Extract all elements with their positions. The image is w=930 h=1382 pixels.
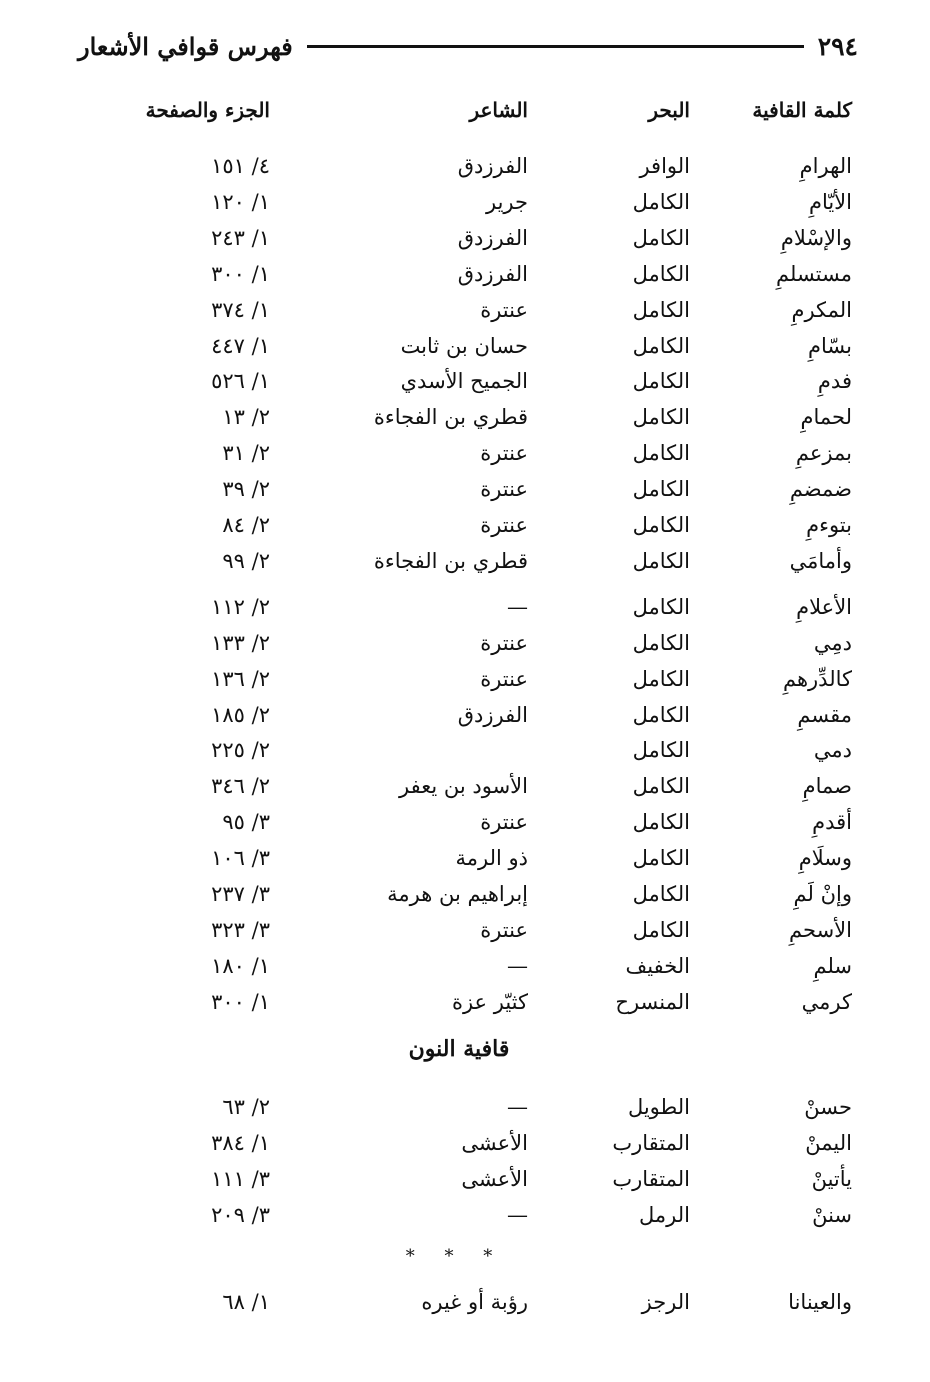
table-row — [0, 984, 930, 1020]
volume-page-ref: ٢/ ٣١ — [222, 441, 270, 466]
rhyme-word: صمامِ — [802, 774, 852, 799]
rhyme-word: دمِي — [813, 630, 852, 655]
poet: حسان بن ثابت — [400, 333, 528, 358]
rhyme-word: الأسحمِ — [789, 917, 852, 942]
meter: الكامل — [632, 189, 690, 214]
rhyme-word: الهرامِ — [799, 154, 852, 178]
rhyme-word: ضمضمِ — [789, 477, 852, 502]
rhyme-word: الأيّامِ — [808, 189, 852, 214]
meter: الخفيف — [625, 953, 690, 978]
meter: المتقارب — [612, 1130, 690, 1155]
meter: الكامل — [632, 297, 690, 322]
poet: عنترة — [480, 917, 528, 942]
poet: عنترة — [480, 810, 528, 835]
poet: الأسود بن يعفر — [399, 774, 528, 799]
rhyme-word: والإسْلامِ — [780, 225, 852, 250]
meter: الكامل — [632, 666, 690, 691]
volume-page-ref: ٢/ ٢٢٥ — [211, 738, 270, 763]
volume-page-ref: ١/ ٣٠٠ — [211, 261, 270, 286]
section-separator — [0, 1246, 930, 1267]
rhyme-word: كرمي — [801, 989, 852, 1014]
rhyme-word: والعينانا — [788, 1290, 852, 1314]
rhyme-word: وإنْ لَمِ — [793, 882, 852, 906]
volume-page-ref: ٢/ ٣٩ — [222, 477, 270, 502]
table-row — [0, 292, 930, 328]
table-row — [0, 804, 930, 840]
poet: — — [507, 1095, 528, 1119]
rhyme-word: فدمِ — [817, 369, 852, 394]
table-row — [0, 543, 930, 579]
volume-page-ref: ١/ ١٢٠ — [211, 189, 270, 214]
meter: الرمل — [639, 1202, 690, 1227]
poet: الفرزدق — [457, 225, 528, 250]
volume-page-ref: ٣/ ٩٥ — [222, 810, 270, 835]
poet: عنترة — [480, 513, 528, 537]
rhyme-word: يأتينْ — [811, 1166, 852, 1191]
volume-page-ref: ٢/ ٨٤ — [222, 513, 270, 537]
poet: — — [507, 1202, 528, 1227]
volume-page-ref: ٣/ ٣٢٣ — [211, 917, 270, 942]
column-headers — [0, 92, 930, 128]
poet: الفرزدق — [457, 261, 528, 286]
meter: الكامل — [632, 548, 690, 573]
final-row — [0, 1284, 930, 1320]
table-row — [0, 840, 930, 876]
volume-page-ref: ١/ ١٨٠ — [211, 953, 270, 978]
table-row — [0, 507, 930, 543]
volume-page-ref: ١/ ٦٨ — [222, 1290, 270, 1314]
volume-page-ref: ١/ ٣٧٤ — [211, 297, 270, 322]
meter: الكامل — [632, 917, 690, 942]
poet: عنترة — [480, 630, 528, 655]
rhyme-word: سننْ — [812, 1202, 852, 1227]
rhyme-word: وسلَامِ — [798, 846, 852, 871]
running-title: فهرس قوافي الأشعار — [78, 31, 293, 61]
table-row — [0, 625, 930, 661]
rhyme-word: المكرمِ — [791, 297, 852, 322]
section-title-text: قافية النون — [408, 1036, 510, 1062]
rhyme-word: سلمِ — [813, 953, 852, 978]
meter: الكامل — [632, 738, 690, 763]
table-row — [0, 697, 930, 733]
table-row — [0, 1125, 930, 1161]
volume-page-ref: ٤/ ١٥١ — [211, 154, 270, 178]
rhyme-word: بمزعمِ — [795, 441, 852, 466]
table-row — [0, 768, 930, 804]
table-row — [0, 256, 930, 292]
poet: الجميح الأسدي — [400, 369, 528, 394]
table-row — [0, 1197, 930, 1233]
poet: عنترة — [480, 666, 528, 691]
column-header-ref: الجزء والصفحة — [145, 98, 270, 122]
table-row — [0, 184, 930, 220]
meter: الكامل — [632, 810, 690, 835]
rhyme-word: بسّامِ — [808, 333, 852, 358]
table-row — [0, 148, 930, 184]
poet: — — [507, 594, 528, 619]
column-header-word: كلمة القافية — [752, 98, 852, 122]
poet: إبراهيم بن هرمة — [387, 882, 528, 906]
rhyme-word: لحمامِ — [800, 405, 852, 430]
volume-page-ref: ٣/ ٢٣٧ — [211, 882, 270, 906]
volume-page-ref: ٢/ ٣٤٦ — [211, 774, 270, 799]
poet: ذو الرمة — [455, 846, 528, 871]
separator-stars: * * * — [405, 1246, 505, 1267]
rhyme-word: وأمامَي — [789, 548, 852, 573]
volume-page-ref: ١/ ٣٨٤ — [211, 1130, 270, 1155]
meter: الرجز — [641, 1290, 690, 1314]
poet: الفرزدق — [457, 702, 528, 727]
meter: الكامل — [632, 882, 690, 906]
poet: عنترة — [480, 297, 528, 322]
meter: المنسرح — [615, 989, 690, 1014]
volume-page-ref: ٢/ ٩٩ — [222, 548, 270, 573]
volume-page-ref: ٢/ ٦٣ — [222, 1095, 270, 1119]
column-header-poet: الشاعر — [469, 98, 528, 122]
meter: الكامل — [632, 405, 690, 430]
volume-page-ref: ٢/ ١٨٥ — [211, 702, 270, 727]
running-header — [78, 26, 858, 66]
poet: الأعشى — [461, 1130, 528, 1155]
header-rule — [307, 45, 804, 48]
poet: جرير — [486, 189, 528, 214]
volume-page-ref: ٣/ ٢٠٩ — [211, 1202, 270, 1227]
rhyme-word: بتوءمِ — [806, 513, 852, 537]
table-row — [0, 1089, 930, 1125]
table-row — [0, 471, 930, 507]
volume-page-ref: ٣/ ١٠٦ — [211, 846, 270, 871]
table-row — [0, 363, 930, 399]
meter: الكامل — [632, 477, 690, 502]
table-row — [0, 1161, 930, 1197]
poet: كثيّر عزة — [451, 989, 528, 1014]
poet: قطري بن الفجاءة — [373, 405, 528, 430]
page-number: ٢٩٤ — [817, 31, 858, 61]
section-title-nun — [0, 1036, 930, 1062]
table-row — [0, 876, 930, 912]
table-row — [0, 435, 930, 471]
table-row — [0, 220, 930, 256]
volume-page-ref: ٢/ ١٣ — [222, 405, 270, 430]
poet: قطري بن الفجاءة — [373, 548, 528, 573]
rhyme-word: اليمنْ — [805, 1130, 852, 1155]
poet: رؤبة أو غيره — [421, 1290, 528, 1314]
meter: الكامل — [632, 774, 690, 799]
table-row — [0, 661, 930, 697]
poet: عنترة — [480, 477, 528, 502]
table-row — [0, 589, 930, 625]
volume-page-ref: ١/ ٣٠٠ — [211, 989, 270, 1014]
volume-page-ref: ٣/ ١١١ — [211, 1166, 270, 1191]
meter: الكامل — [632, 513, 690, 537]
meter: الكامل — [632, 702, 690, 727]
rhyme-word: الأعلامِ — [796, 594, 852, 619]
meter: الكامل — [632, 441, 690, 466]
meter: الطويل — [627, 1095, 690, 1119]
volume-page-ref: ٢/ ١٣٦ — [211, 666, 270, 691]
poet: عنترة — [480, 441, 528, 466]
table-row — [0, 948, 930, 984]
rhyme-word: حسنْ — [804, 1095, 852, 1119]
rhyme-word: دمي — [813, 738, 852, 763]
poet: الأعشى — [461, 1166, 528, 1191]
meter: الكامل — [632, 333, 690, 358]
volume-page-ref: ١/ ٥٢٦ — [211, 369, 270, 394]
table-row — [0, 912, 930, 948]
rhyme-word: مستسلمِ — [776, 261, 852, 286]
table-row — [0, 399, 930, 435]
volume-page-ref: ٢/ ١٣٣ — [211, 630, 270, 655]
volume-page-ref: ١/ ٢٤٣ — [211, 225, 270, 250]
volume-page-ref: ١/ ٤٤٧ — [211, 333, 270, 358]
rhyme-word: أقدمِ — [812, 810, 852, 835]
meter: الكامل — [632, 630, 690, 655]
meter: المتقارب — [612, 1166, 690, 1191]
meter: الكامل — [632, 594, 690, 619]
table-row — [0, 732, 930, 768]
column-header-meter: البحر — [648, 98, 690, 122]
poet: الفرزدق — [457, 154, 528, 178]
rhyme-word: كالدِّرهمِ — [782, 666, 852, 691]
volume-page-ref: ٢/ ١١٢ — [211, 594, 270, 619]
table-row — [0, 328, 930, 364]
rhyme-word: مقسمِ — [797, 702, 852, 727]
meter: الوافر — [639, 154, 690, 178]
meter: الكامل — [632, 846, 690, 871]
meter: الكامل — [632, 369, 690, 394]
meter: الكامل — [632, 261, 690, 286]
meter: الكامل — [632, 225, 690, 250]
poet: — — [507, 953, 528, 978]
